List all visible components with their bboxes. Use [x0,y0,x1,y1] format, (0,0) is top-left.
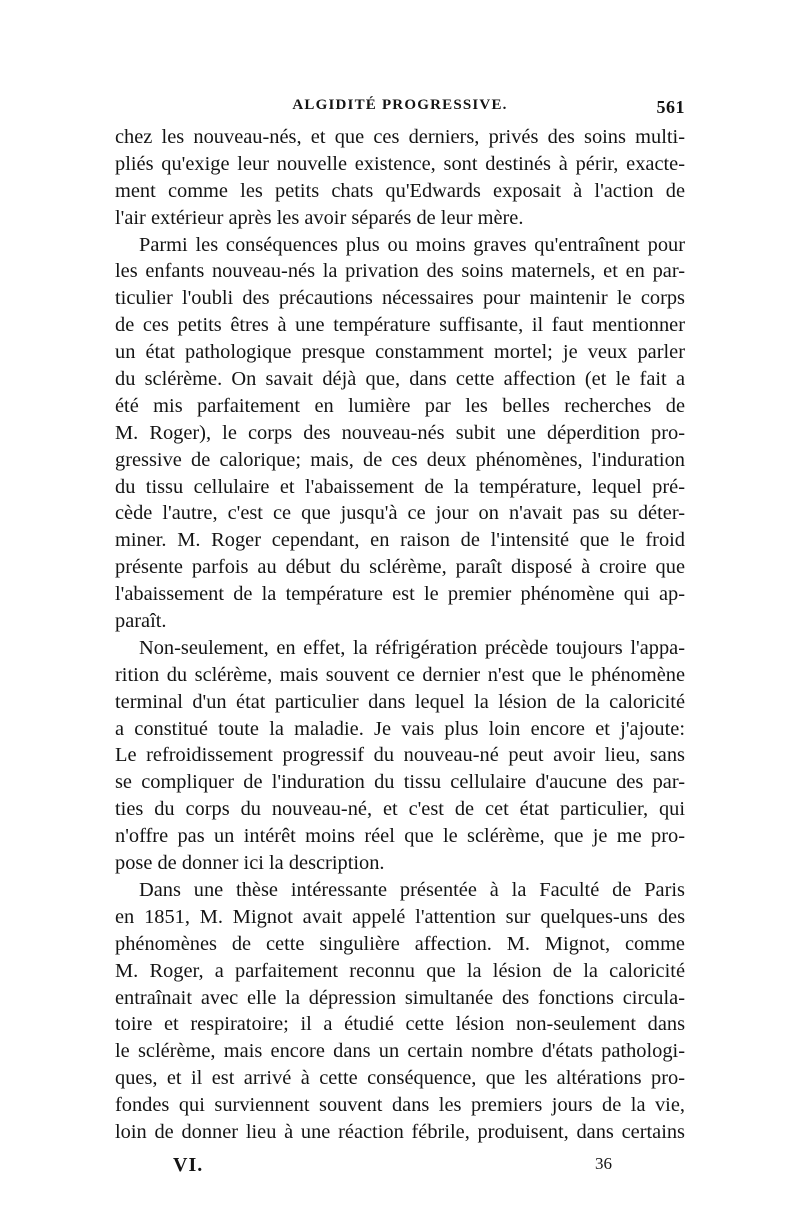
text-line: fondes qui surviennent souvent dans les premiers jours de la vie, [115,1094,685,1117]
running-title: ALGIDITÉ PROGRESSIVE. [292,97,508,113]
text-line: pose de donner ici la description. [115,852,385,875]
text-line: M. Roger), le corps des nouveau-nés subit une déperdition pro- [115,421,685,444]
text-line: ties du corps du nouveau-né, et c'est de cet état particulier, qui [115,798,685,821]
page-number: 561 [656,97,685,117]
sheet-number: 36 [595,1154,612,1173]
text-line: paraît. [115,610,167,633]
text-line: le sclérème, mais encore dans un certain nombre d'états pathologi- [115,1040,685,1063]
text-line: entraînait avec elle la dépression simultanée des fonctions circula- [115,986,685,1009]
text-line: du tissu cellulaire et l'abaissement de la température, lequel pré- [115,475,685,498]
text-line: été mis parfaitement en lumière par les belles recherches de [115,394,685,417]
text-line: se compliquer de l'induration du tissu cellulaire d'aucune des par- [115,771,685,794]
running-head [115,97,685,121]
text-line: rition du sclérème, mais souvent ce dernier n'est que le phénomène [115,663,685,686]
text-line: l'air extérieur après les avoir séparés de leur mère. [115,206,524,229]
text-line: Parmi les conséquences plus ou moins graves qu'entraînent pour [139,233,685,256]
text-line: un état pathologique presque constamment mortel; je veux parler [115,341,685,364]
text-line: en 1851, M. Mignot avait appelé l'attention sur quelques-uns des [115,905,685,928]
text-line: Dans une thèse intéressante présentée à la Faculté de Paris [139,878,685,901]
text-line: ticulier l'oubli des précautions nécessaires pour maintenir le corps [115,287,685,310]
text-line: a constitué toute la maladie. Je vais plus loin encore et j'ajoute: [115,717,685,740]
text-line: M. Roger, a parfaitement reconnu que la lésion de la caloricité [115,959,685,982]
text-line: phénomènes de cette singulière affection. M. Mignot, comme [115,932,685,955]
text-line: loin de donner lieu à une réaction fébrile, produisent, dans certains [115,1120,685,1143]
text-line: ques, et il est arrivé à cette conséquence, que les altérations pro- [115,1067,685,1090]
text-line: Non-seulement, en effet, la réfrigération précède toujours l'appa- [139,636,685,659]
signature-mark: VI. [173,1154,204,1176]
text-line: présente parfois au début du sclérème, paraît disposé à croire que [115,556,685,579]
text-line: n'offre pas un intérêt moins réel que le sclérème, que je me pro- [115,825,685,848]
text-line: cède l'autre, c'est ce que jusqu'à ce jour on n'avait pas su déter- [115,502,685,525]
text-line: gressive de calorique; mais, de ces deux phénomènes, l'induration [115,448,685,471]
body-text [115,124,685,1146]
page-footer [115,1154,685,1182]
text-line: ment comme les petits chats qu'Edwards exposait à l'action de [115,179,685,202]
text-line: de ces petits êtres à une température suffisante, il faut mentionner [115,314,685,337]
text-line: terminal d'un état particulier dans lequel la lésion de la caloricité [115,690,685,713]
text-line: pliés qu'exige leur nouvelle existence, sont destinés à périr, exacte- [115,152,685,175]
text-line: l'abaissement de la température est le premier phénomène qui ap- [115,583,685,606]
text-line: du sclérème. On savait déjà que, dans cette affection (et le fait a [115,368,685,391]
text-line: Le refroidissement progressif du nouveau-né peut avoir lieu, sans [115,744,685,767]
text-line: les enfants nouveau-nés la privation des soins maternels, et en par- [115,260,685,283]
text-line: chez les nouveau-nés, et que ces derniers, privés des soins multi- [115,126,685,148]
text-line: miner. M. Roger cependant, en raison de l'intensité que le froid [115,529,685,552]
text-line: toire et respiratoire; il a étudié cette lésion non-seulement dans [115,1013,685,1036]
